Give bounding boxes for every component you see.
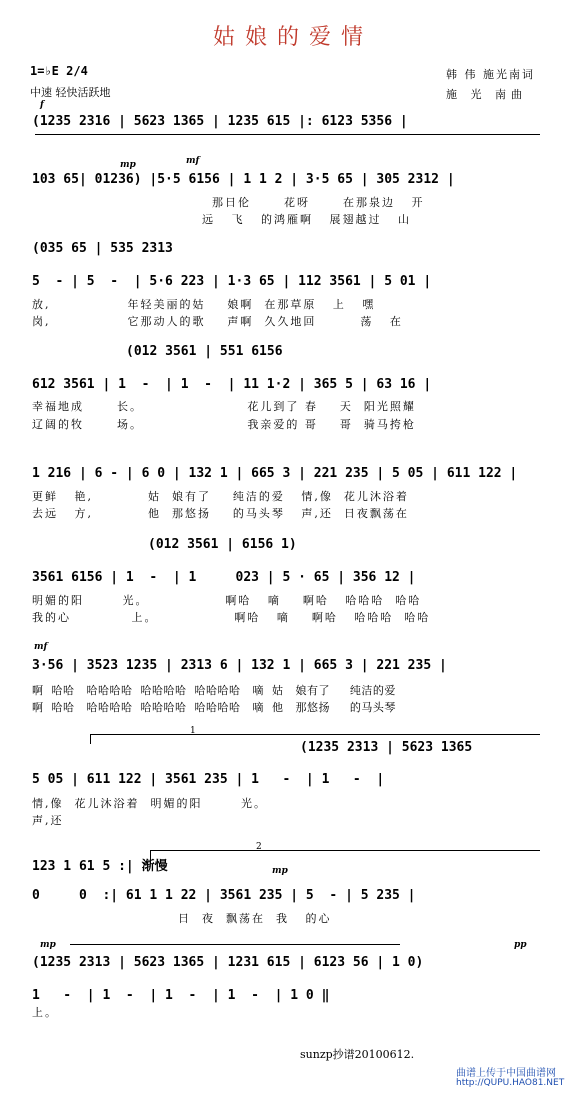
system-4-lyric-1: 幸福地成 长。 花儿到了 春 天 阳光照耀 — [32, 400, 416, 413]
system-3-intro-notes: (035 65 | 535 2313 — [32, 241, 173, 256]
system-4-notes: 612 3561 | 1 - | 1 - | 11 1·2 | 365 5 | 63 16 | — [32, 377, 432, 392]
system-8-lyric-1: 情,像 花儿沐浴着 明媚的阳 光。 — [32, 797, 267, 810]
watermark-url: http://QUPU.HAO81.NET — [456, 1078, 565, 1088]
system-6-notes: 3561 6156 | 1 - | 1 023 | 5 · 65 | 356 12 | — [32, 570, 416, 585]
tempo-marking: 中速 轻快活跃地 — [30, 86, 111, 99]
key-signature: 1=♭E 2/4 — [30, 64, 88, 78]
system-5-lyric-2: 去远 方, 他 那悠扬 的马头琴 声,还 日夜飘荡在 — [32, 507, 409, 520]
system-1-underline — [35, 134, 540, 135]
system-9-notes: 0 0 :| 61 1 1 22 | 3561 235 | 5 - | 5 235 | — [32, 888, 416, 903]
system-2-lyric-1: 那日伦 花呀 在那泉边 开 — [212, 196, 425, 209]
system-10-lyric: 上。 — [32, 1006, 58, 1019]
system-7-notes: 3·56 | 3523 1235 | 2313 6 | 132 1 | 665 3 | 221 235 | — [32, 658, 447, 673]
composer-credit: 施 光 南曲 — [446, 88, 527, 101]
system-9-lyric: 日 夜 飘荡在 我 的心 — [178, 912, 332, 925]
system-5-notes: 1 216 | 6 - | 6 0 | 132 1 | 665 3 | 221 235 | 5 05 | 611 122 | — [32, 466, 518, 481]
dynamic-mp: mp — [120, 160, 136, 170]
system-7-lyric-1: 啊 哈哈 哈哈哈哈 哈哈哈哈 哈哈哈哈 嘀 姑 娘有了 纯洁的爱 — [32, 684, 396, 697]
lyricist-credit: 韩 伟 施光南词 — [446, 68, 535, 81]
system-5-lyric-1: 更鲜 艳, 姑 娘有了 纯洁的爱 情,像 花儿沐浴着 — [32, 490, 409, 503]
system-4-intro-notes: (012 3561 | 551 6156 — [126, 344, 283, 359]
system-4-lyric-2: 辽阔的牧 场。 我亲爱的 哥 哥 骑马挎枪 — [32, 418, 416, 431]
watermark-title: 曲谱上传于中国曲谱网 — [456, 1068, 556, 1079]
song-title: 姑娘的爱情 — [212, 25, 373, 50]
dynamic-f: f — [40, 100, 44, 110]
volta-1-bracket — [90, 734, 540, 735]
volta-2-bracket — [150, 850, 540, 851]
transcriber-credit: sunzp抄谱20100612. — [300, 1048, 415, 1061]
dynamic-mf: mf — [186, 156, 200, 166]
system-8-notes: 5 05 | 611 122 | 3561 235 | 1 - | 1 - | — [32, 772, 385, 787]
dynamic-pp: pp — [514, 940, 527, 950]
volta-2-label: 2 — [256, 842, 262, 852]
dynamic-mp-3: mp — [40, 940, 56, 950]
system-1-notes: (1235 2316 | 5623 1365 | 1235 615 |: 6123 5356 | — [32, 114, 408, 129]
volta-1-hook — [90, 734, 91, 744]
system-3-lyric-2: 岗, 它那动人的歌 声啊 久久地回 荡 在 — [32, 315, 403, 328]
system-8-intro-notes: (1235 2313 | 5623 1365 — [300, 740, 473, 755]
system-10-notes: 1 - | 1 - | 1 - | 1 - | 1 0 ‖ — [32, 988, 330, 1003]
dynamic-mp-2: mp — [272, 866, 288, 876]
system-2-lyric-2: 远 飞 的鸿雁啊 展翅越过 山 — [202, 213, 411, 226]
hairpin — [70, 944, 400, 945]
system-6-lyric-2: 我的心 上。 啊哈 嘀 啊哈 哈哈哈 哈哈 — [32, 611, 431, 624]
system-2-notes: 103 65| 01236) |5·5 6156 | 1 1 2 | 3·5 65 | 305 2312 | — [32, 172, 455, 187]
dynamic-mf-2: mf — [34, 642, 48, 652]
system-7-lyric-2: 啊 哈哈 哈哈哈哈 哈哈哈哈 哈哈哈哈 嘀 他 那悠扬 的马头琴 — [32, 701, 396, 714]
system-8-lyric-2: 声,还 — [32, 814, 64, 827]
system-10-intro-notes: (1235 2313 | 5623 1365 | 1231 615 | 6123 56 | 1 0) — [32, 955, 424, 970]
system-3-notes: 5 - | 5 - | 5·6 223 | 1·3 65 | 112 3561 | 5 01 | — [32, 274, 432, 289]
system-6-intro-notes: (012 3561 | 6156 1) — [148, 537, 297, 552]
system-6-lyric-1: 明媚的阳 光。 啊哈 嘀 啊哈 哈哈哈 哈哈 — [32, 594, 422, 607]
system-3-lyric-1: 放, 年轻美丽的姑 娘啊 在那草原 上 嘿 — [32, 298, 376, 311]
volta-1-label: 1 — [190, 726, 196, 736]
system-9-intro-notes: 123 1 61 5 :| 渐慢 — [32, 859, 168, 874]
